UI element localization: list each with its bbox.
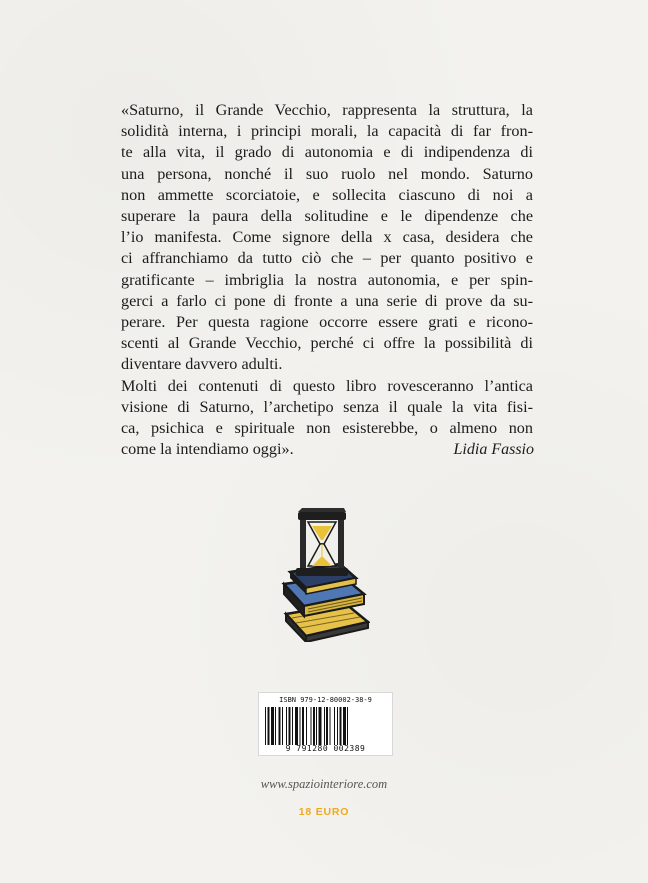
quote-line: perare. Per questa ragione occorre essere grati e ricono- <box>121 313 533 332</box>
hourglass-icon <box>296 508 348 576</box>
quote-line: solidità interna, i principi morali, la capacità di far fron- <box>121 122 533 141</box>
barcode-bar <box>292 707 293 745</box>
quote-line: te alla vita, il grado di autonomia e di indipendenza di <box>121 143 533 162</box>
quote-line: gerci a farlo ci pone di fronte a una serie di prove da su- <box>121 291 533 310</box>
quote-author: Lidia Fassio <box>453 441 534 458</box>
quote-text <box>121 100 533 460</box>
barcode-bars <box>265 707 386 745</box>
barcode-bar <box>340 707 342 745</box>
barcode-digits: 9 791280 002389 <box>285 744 366 753</box>
quote-line: superare la paura della solitudine e le dipendenze che <box>121 207 533 226</box>
publisher-website[interactable]: www.spaziointeriore.com <box>260 777 388 791</box>
quote-line: ca, psichica e spirituale non esisterebbe, o almeno non <box>121 419 533 438</box>
barcode-bar <box>302 707 304 745</box>
hourglass-books-illustration <box>276 506 370 642</box>
barcode-bar <box>319 707 322 745</box>
quote-line: visione di Saturno, l’archetipo senza il quale la vita fisi- <box>121 397 533 416</box>
barcode-bar <box>289 707 291 745</box>
quote-line: ci affranchiamo da tutto ciò che – per quanto positivo e <box>121 249 533 268</box>
isbn-label: ISBN 979-12-80002-38-9 <box>279 696 372 704</box>
barcode-bar <box>306 707 307 745</box>
barcode-bar <box>326 707 328 745</box>
quote-line: come la intendiamo oggi». <box>121 440 294 459</box>
quote-line: non ammette scorciatoie, e sollecita ciascuno di noi a <box>121 185 533 204</box>
isbn-barcode <box>258 692 393 756</box>
quote-line: l’io manifesta. Come signore della x casa, desidera che <box>121 228 533 247</box>
price-label: 18 EURO <box>298 806 350 818</box>
barcode-bar <box>316 707 317 745</box>
barcode-bar <box>337 707 338 745</box>
barcode-bar <box>271 707 274 745</box>
barcode-bar <box>343 707 346 745</box>
barcode-bar <box>330 707 331 745</box>
barcode-bar <box>324 707 325 745</box>
barcode-bar <box>334 707 335 745</box>
barcode-bar <box>295 707 298 745</box>
quote-line: «Saturno, il Grande Vecchio, rappresenta la struttura, la <box>121 101 533 119</box>
quote-line: scenti al Grande Vecchio, perché ci offre la possibilità di <box>121 334 533 353</box>
barcode-bar <box>286 707 287 745</box>
barcode-bar <box>275 707 276 745</box>
quote-line: diventare davvero adulti. <box>121 355 283 374</box>
quote-line: Molti dei contenuti di questo libro rovesceranno l’antica <box>121 376 533 395</box>
quote-line: gratificante – imbriglia la nostra autonomia, e per spin- <box>121 270 533 289</box>
barcode-bar <box>282 707 283 745</box>
barcode-bar <box>279 707 281 745</box>
barcode-bar <box>313 707 315 745</box>
barcode-bar <box>311 707 312 745</box>
barcode-bar <box>268 707 270 745</box>
barcode-bar <box>347 707 348 745</box>
quote-line: una persona, nonché il suo ruolo nel mondo. Saturno <box>121 164 533 183</box>
barcode-bar <box>265 707 266 745</box>
barcode-bar <box>300 707 301 745</box>
